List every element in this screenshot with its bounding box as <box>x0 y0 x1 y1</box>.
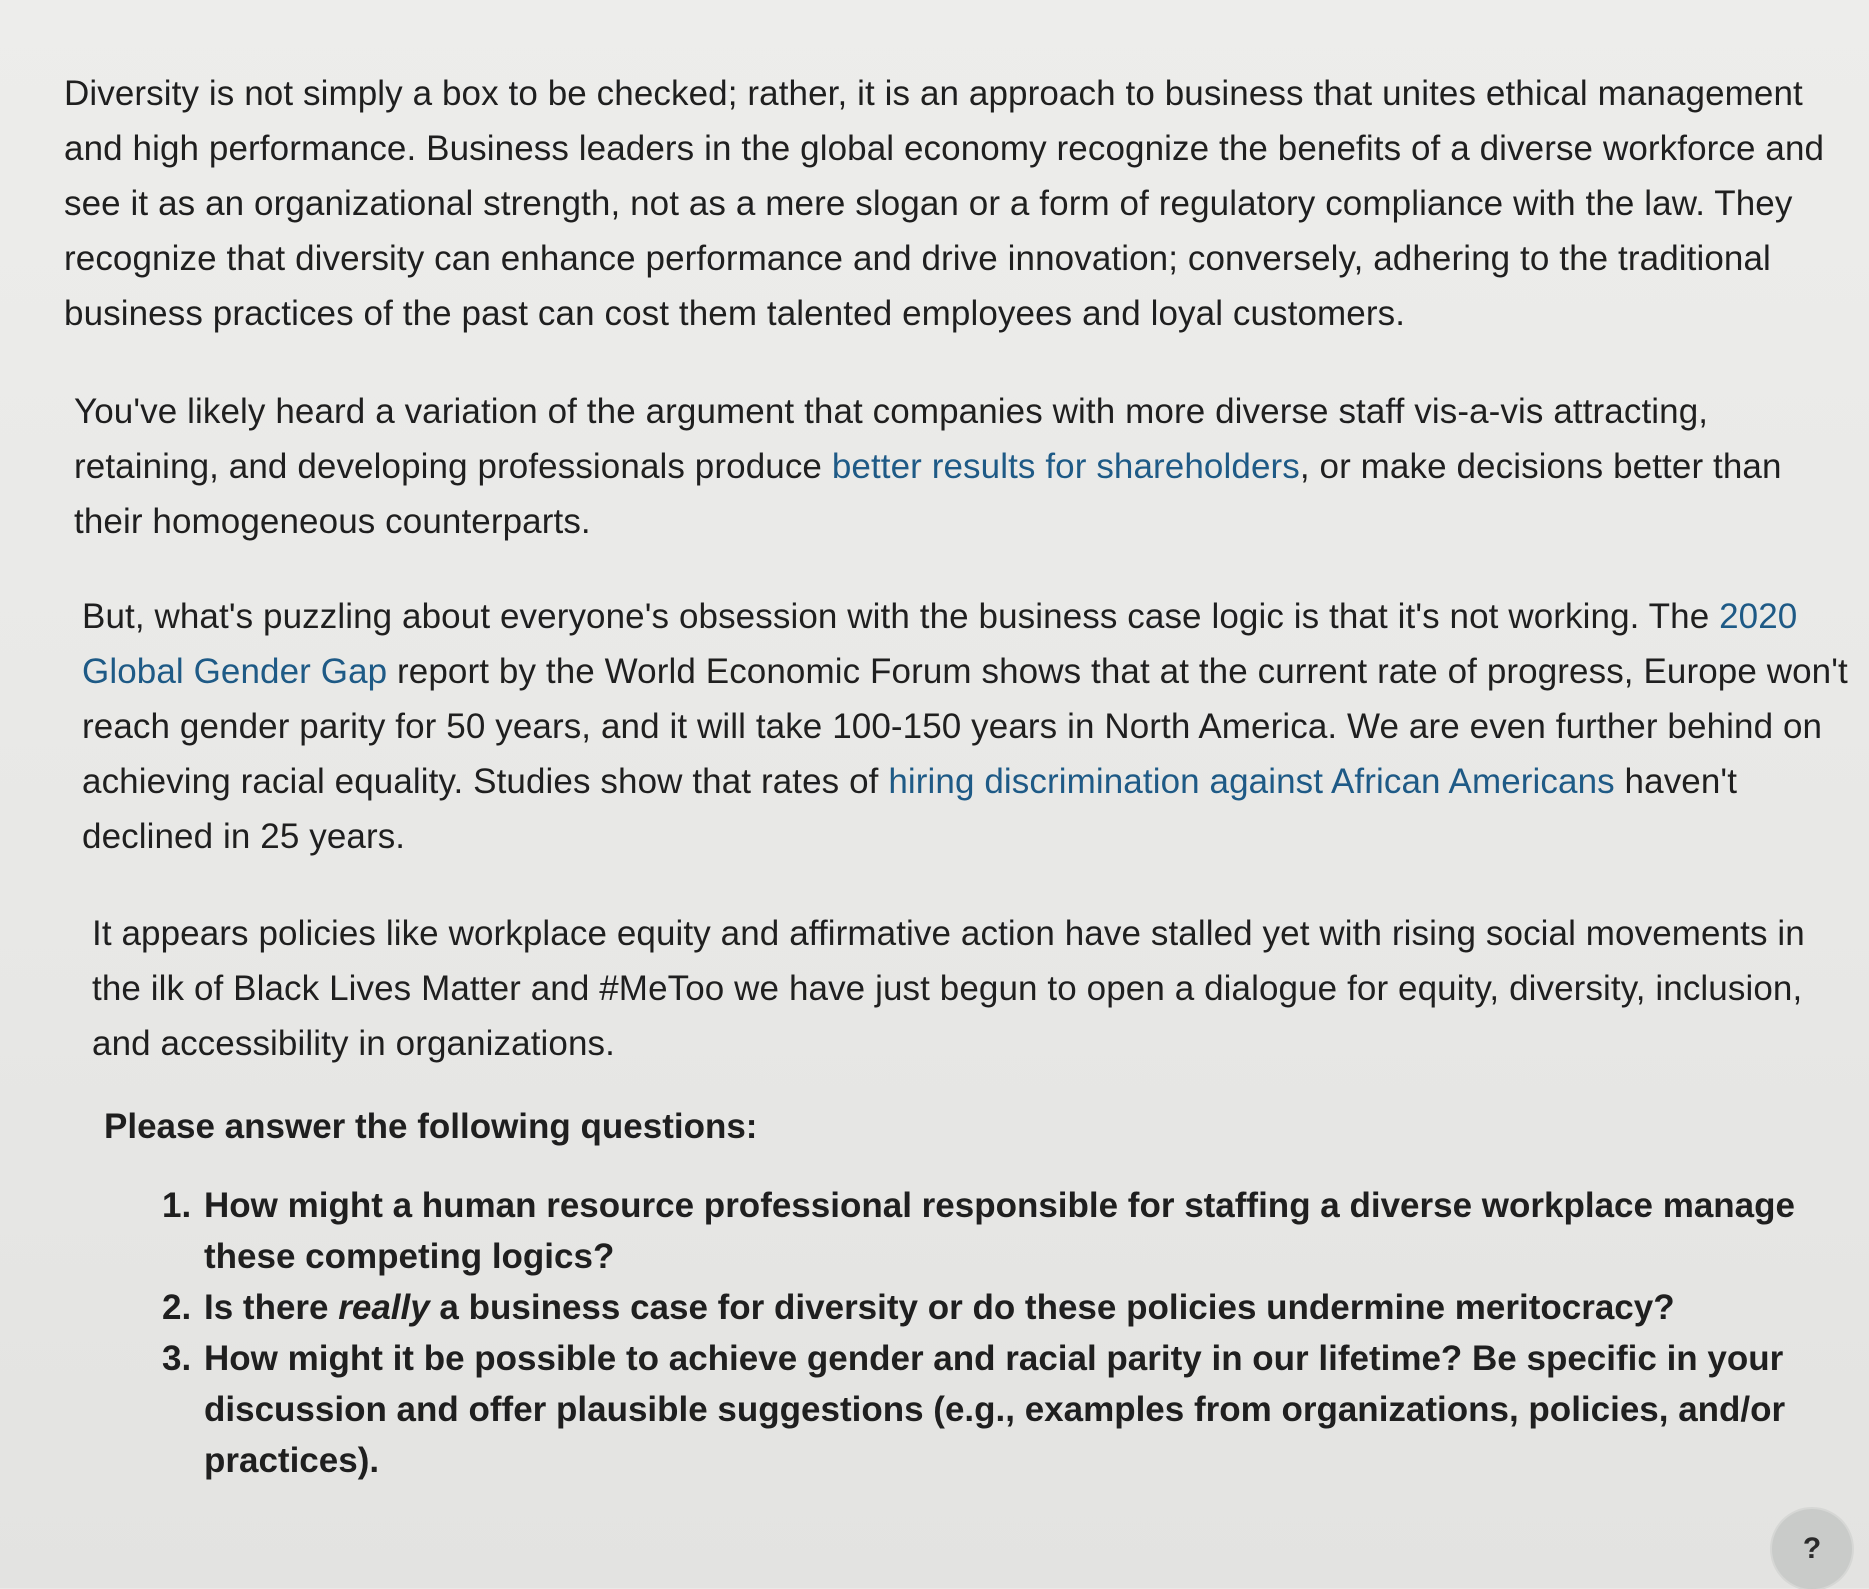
link-better-results-for-shareholders[interactable]: better results for shareholders <box>831 447 1300 486</box>
paragraph-3-text-end: haven't declined in 25 years. <box>82 762 1738 856</box>
question-item-3 <box>64 1333 1824 1486</box>
paragraph-3 <box>82 589 1854 864</box>
question-number-3: 3. <box>162 1339 192 1378</box>
paragraph-3-text-start: But, what's puzzling about everyone's obsession with the business case logic is that it's not working. The <box>82 597 1720 636</box>
question-number-1: 1. <box>162 1186 192 1225</box>
paragraph-4: It appears policies like workplace equity and affirmative action have stalled yet with rising social movements in the ilk of Black Lives Matter and #MeToo we have just begun to open a dialogue for equity, diversity, inclusion, and accessibility in organizations. <box>92 914 1805 1063</box>
question-mark-icon: ? <box>1802 1532 1822 1565</box>
paragraph-2-text-end: , or make decisions better than their homogeneous counterparts. <box>74 447 1782 541</box>
question-text-2-end: a business case for diversity or do these policies undermine meritocracy? <box>429 1288 1675 1327</box>
paragraph-1: Diversity is not simply a box to be checked; rather, it is an approach to business that unites ethical management and high performance. Business leaders in the global economy recognize the benefits of a diverse workforce and see it as an organizational strength, not as a mere slogan or a form of regulatory compliance with the law. They recognize that diversity can enhance performance and drive innovation; conversely, adhering to the traditional business practices of the past can cost them talented employees and loyal customers. <box>64 74 1825 333</box>
question-item-2 <box>64 1282 1824 1333</box>
questions-heading: Please answer the following questions: <box>104 1107 758 1146</box>
paragraph-2 <box>74 384 1854 549</box>
question-text-2-start: Is there <box>204 1288 339 1327</box>
question-text-3: How might it be possible to achieve gender and racial parity in our lifetime? Be specific in your discussion and offer plausible suggestions (e.g., examples from organizations, policies, and/or practices). <box>204 1339 1786 1480</box>
paragraph-3-text-middle: report by the World Economic Forum shows that at the current rate of progress, Europe won't reach gender parity for 50 years, and it will take 100-150 years in North America. We are even further behind on achieving racial equality. Studies show that rates of <box>82 652 1848 801</box>
question-text-2-emphasis: really <box>338 1288 430 1327</box>
link-hiring-discrimination[interactable]: hiring discrimination against African Americans <box>888 762 1615 801</box>
question-number-2: 2. <box>162 1288 192 1327</box>
questions-list <box>64 1180 1854 1486</box>
article-content <box>64 66 1854 1486</box>
paragraph-2-text-start: You've likely heard a variation of the argument that companies with more diverse staff vis-a-vis attracting, retaining, and developing professionals produce <box>74 392 1709 486</box>
question-item-1 <box>64 1180 1824 1282</box>
link-global-gender-gap[interactable]: 2020 Global Gender Gap <box>82 597 1798 691</box>
help-button[interactable] <box>1772 1509 1852 1589</box>
question-text-1: How might a human resource professional responsible for staffing a diverse workplace manage these competing logics? <box>204 1186 1795 1276</box>
